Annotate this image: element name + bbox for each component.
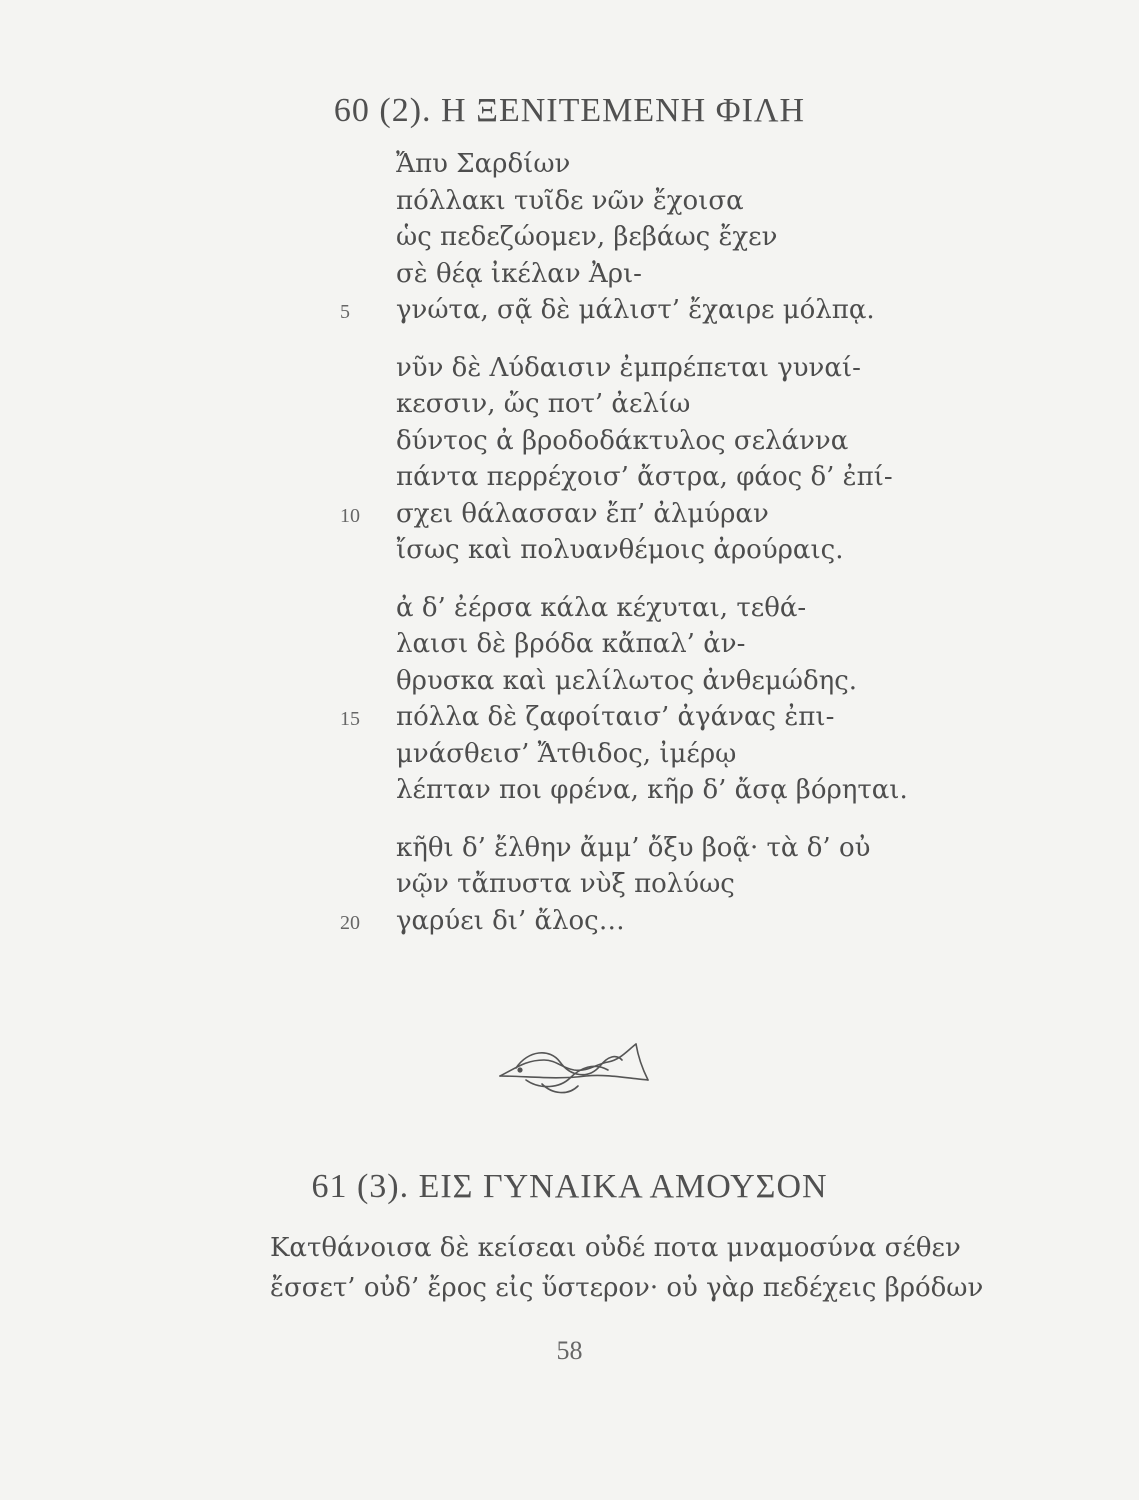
verse-line xyxy=(396,590,1116,627)
verse-text: σχει θάλασσαν ἔπ’ ἀλμύραν xyxy=(396,498,769,529)
verse-line: ἔσσετ’ οὐδ’ ἔρος εἰς ὕστερον· οὐ γὰρ πεδέχεις βρόδων xyxy=(270,1273,984,1303)
line-number: 5 xyxy=(340,301,350,323)
verse-line xyxy=(340,699,1116,736)
verse-line xyxy=(396,532,1116,569)
verse-line xyxy=(396,146,1116,183)
verse-text: γαρύει δι’ ἄλος… xyxy=(396,905,625,936)
verse-line xyxy=(396,736,1116,773)
verse-line xyxy=(396,866,1116,903)
verse-text: πόλλα δὲ ζαφοίταισ’ ἀγάνας ἐπι- xyxy=(396,702,835,732)
verse-line xyxy=(396,423,1116,460)
verse-line xyxy=(340,496,1116,533)
stanza xyxy=(340,590,1116,809)
verse-text: κεσσιν, ὤς ποτ’ ἀελίω xyxy=(396,389,691,419)
verse-line xyxy=(396,386,1116,423)
verse-text: λαισι δὲ βρόδα κἄπαλ’ ἀν- xyxy=(396,629,746,659)
verse-text: μνάσθεισ’ Ἄτθιδος, ἰμέρῳ xyxy=(396,738,737,769)
verse-text: ἀ δ’ ἐέρσα κάλα κέχυται, τεθά- xyxy=(396,592,807,623)
verse-line xyxy=(396,219,1116,256)
verse-text: λέπταν ποι φρένα, κῆρ δ’ ἄσᾳ βόρηται. xyxy=(396,775,908,805)
verse-text: ὡς πεδεζώομεν, βεβάως ἔχεν xyxy=(396,222,778,252)
verse-text: δύντος ἀ βροδοδάκτυλος σελάννα xyxy=(396,425,849,456)
stanza xyxy=(340,350,1116,569)
verse-text: θρυσκα καὶ μελίλωτος ἀνθεμώδης. xyxy=(396,665,858,696)
verse-text: νῦν δὲ Λύδαισιν ἐμπρέπεται γυναί- xyxy=(396,352,861,383)
verse-line xyxy=(396,183,1116,220)
verse-line xyxy=(340,903,1116,940)
verse-text: πάντα περρέχοισ’ ἄστρα, φάος δ’ ἐπί- xyxy=(396,462,893,492)
verse-text: ἴσως καὶ πολυανθέμοις ἀρούραις. xyxy=(396,535,844,565)
poem-2-body xyxy=(270,1228,1130,1308)
verse-text: κῆθι δ’ ἔλθην ἄμμ’ ὄξυ βοᾷ· τὰ δ’ οὐ xyxy=(396,832,871,863)
verse-line xyxy=(396,350,1116,387)
verse-line xyxy=(396,830,1116,867)
poem-title: 60 (2). Η ΞΕΝΙΤΕΜΕΝΗ ΦΙΛΗ xyxy=(333,92,806,129)
stanza xyxy=(340,830,1116,940)
verse-line xyxy=(396,459,1116,496)
line-number: 15 xyxy=(340,708,360,730)
verse-line xyxy=(340,292,1116,329)
verse-text: νῷν τἄπυστα νὺξ πολύως xyxy=(396,869,735,899)
verse-line xyxy=(396,772,1116,809)
verse-text: Ἄπυ Σαρδίων xyxy=(396,149,571,179)
verse-text: σὲ θέᾳ ἰκέλαν Ἀρι- xyxy=(396,258,642,289)
verse-text: πόλλακι τυῖδε νῶν ἔχοισα xyxy=(396,185,744,216)
verse-line: Κατθάνοισα δὲ κείσεαι οὐδέ ποτα μναμοσύνα σέθεν xyxy=(270,1233,961,1263)
verse-line xyxy=(396,663,1116,700)
verse-line xyxy=(396,256,1116,293)
line-number: 20 xyxy=(340,911,360,934)
verse-text: γνώτα, σᾷ δὲ μάλιστ’ ἔχαιρε μόλπᾳ. xyxy=(396,295,875,325)
poem-title-2: 61 (3). ΕΙΣ ΓΥΝΑΙΚΑ ΑΜΟΥΣΟΝ xyxy=(311,1168,828,1205)
stanza xyxy=(340,146,1116,329)
page-number: 58 xyxy=(556,1336,583,1365)
verse-line xyxy=(396,626,1116,663)
ornament-fish-icon xyxy=(496,1040,652,1098)
poem-body xyxy=(340,146,1116,939)
line-number: 10 xyxy=(340,504,360,527)
